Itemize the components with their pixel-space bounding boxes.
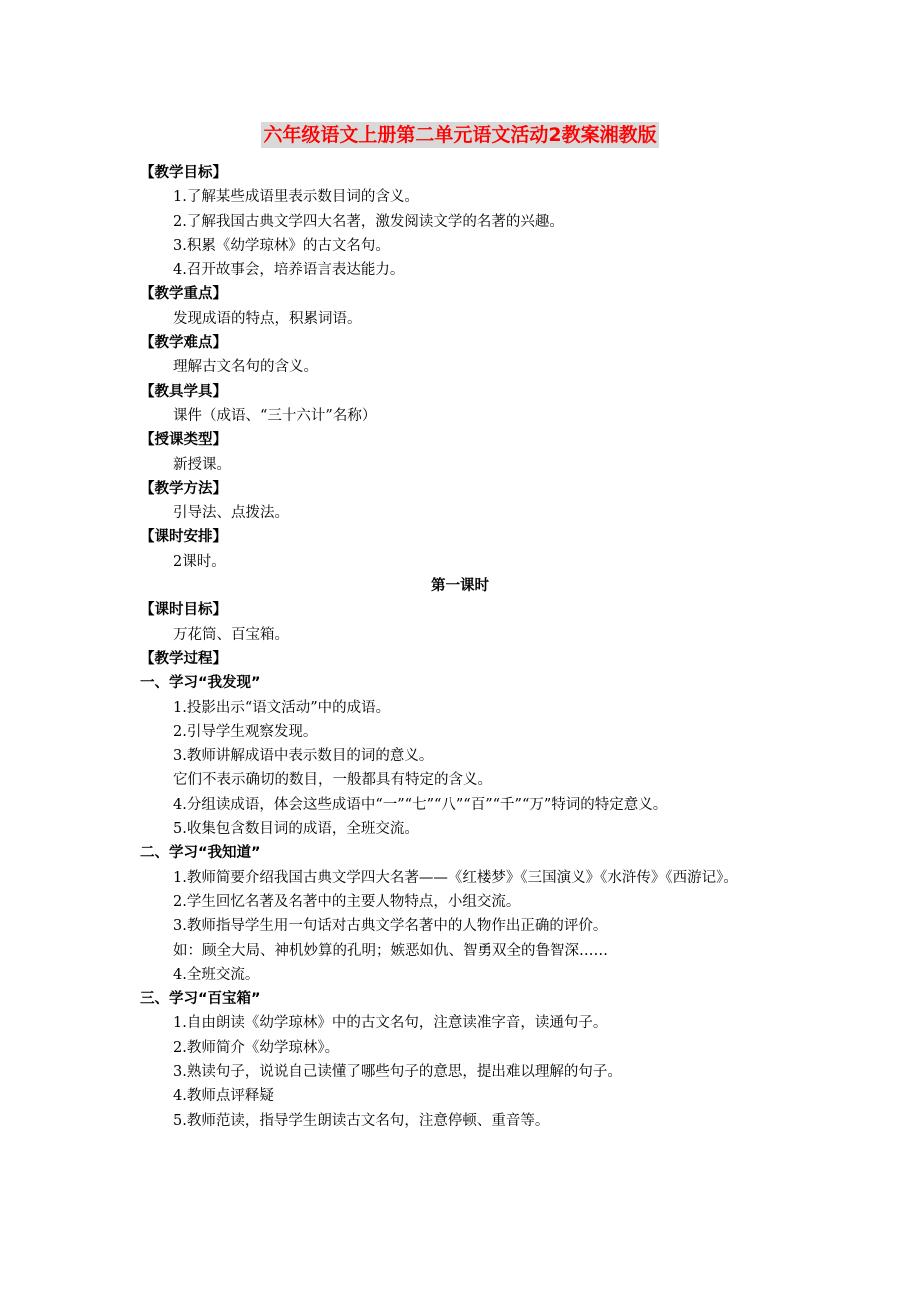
goal-item: 3.积累《幼学琼林》的古文名句。	[173, 237, 390, 254]
key-text: 发现成语的特点，积累词语。	[173, 310, 362, 327]
tools-heading: 【教具学具】	[140, 383, 227, 400]
difficult-heading: 【教学难点】	[140, 335, 227, 352]
part1-heading: 一、学习“我发现”	[140, 675, 261, 692]
difficult-text: 理解古文名句的含义。	[173, 359, 318, 376]
method-heading: 【教学方法】	[140, 480, 227, 497]
document-body	[140, 161, 780, 1133]
goals-heading: 【教学目标】	[140, 165, 227, 181]
part2-item: 3.教师指导学生用一句话对古典文学名著中的人物作出正确的评价。	[173, 918, 608, 935]
part3-item: 2.教师简介《幼学琼林》。	[173, 1039, 340, 1056]
lesson-title: 第一课时	[431, 578, 489, 595]
part1-item: 3.教师讲解成语中表示数目的词的意义。	[173, 748, 434, 765]
goal-item: 4.召开故事会，培养语言表达能力。	[173, 262, 405, 279]
part1-item: 4.分组读成语，体会这些成语中“一”“七”“八”“百”“千”“万”特词的特定意义。	[173, 796, 668, 813]
part3-heading: 三、学习“百宝箱”	[140, 991, 261, 1008]
type-heading: 【授课类型】	[140, 432, 227, 449]
part3-item: 5.教师范读，指导学生朗读古文名句，注意停顿、重音等。	[173, 1112, 550, 1129]
lesson-goal-text: 万花筒、百宝箱。	[173, 626, 289, 643]
part3-item: 4.教师点评释疑	[173, 1088, 274, 1105]
title-wrap	[0, 122, 920, 148]
part2-item: 2.学生回忆名著及名著中的主要人物特点，小组交流。	[173, 893, 521, 910]
part3-item: 1.自由朗读《幼学琼林》中的古文名句，注意读准字音，读通句子。	[173, 1015, 608, 1032]
part2-item: 如：顾全大局、神机妙算的孔明；嫉恶如仇、智勇双全的鲁智深……	[173, 942, 608, 959]
type-text: 新授课。	[173, 456, 231, 473]
key-heading: 【教学重点】	[140, 286, 227, 303]
schedule-heading: 【课时安排】	[140, 529, 227, 546]
part1-item: 5.收集包含数目词的成语，全班交流。	[173, 821, 419, 838]
method-text: 引导法、点拨法。	[173, 505, 289, 522]
part3-item: 3.熟读句子，说说自己读懂了哪些句子的意思，提出难以理解的句子。	[173, 1063, 622, 1080]
part2-item: 4.全班交流。	[173, 966, 260, 983]
part1-item: 2.引导学生观察发现。	[173, 723, 318, 740]
part1-item: 它们不表示确切的数目，一般都具有特定的含义。	[173, 772, 492, 789]
process-heading: 【教学过程】	[140, 650, 227, 667]
part2-item: 1.教师简要介绍我国古典文学四大名著——《红楼梦》《三国演义》《水浒传》《西游记》。	[173, 869, 738, 886]
goal-item: 1.了解某些成语里表示数目词的含义。	[173, 189, 419, 206]
goal-item: 2.了解我国古典文学四大名著，激发阅读文学的名著的兴趣。	[173, 213, 564, 230]
part1-item: 1.投影出示“语文活动”中的成语。	[173, 699, 391, 716]
lesson-goal-heading: 【课时目标】	[140, 602, 227, 619]
document-title: 六年级语文上册第二单元语文活动2教案湘教版	[263, 124, 657, 146]
schedule-text: 2课时。	[173, 553, 226, 570]
part2-heading: 二、学习“我知道”	[140, 845, 261, 862]
tools-text: 课件（成语、“三十六计”名称）	[173, 407, 377, 424]
